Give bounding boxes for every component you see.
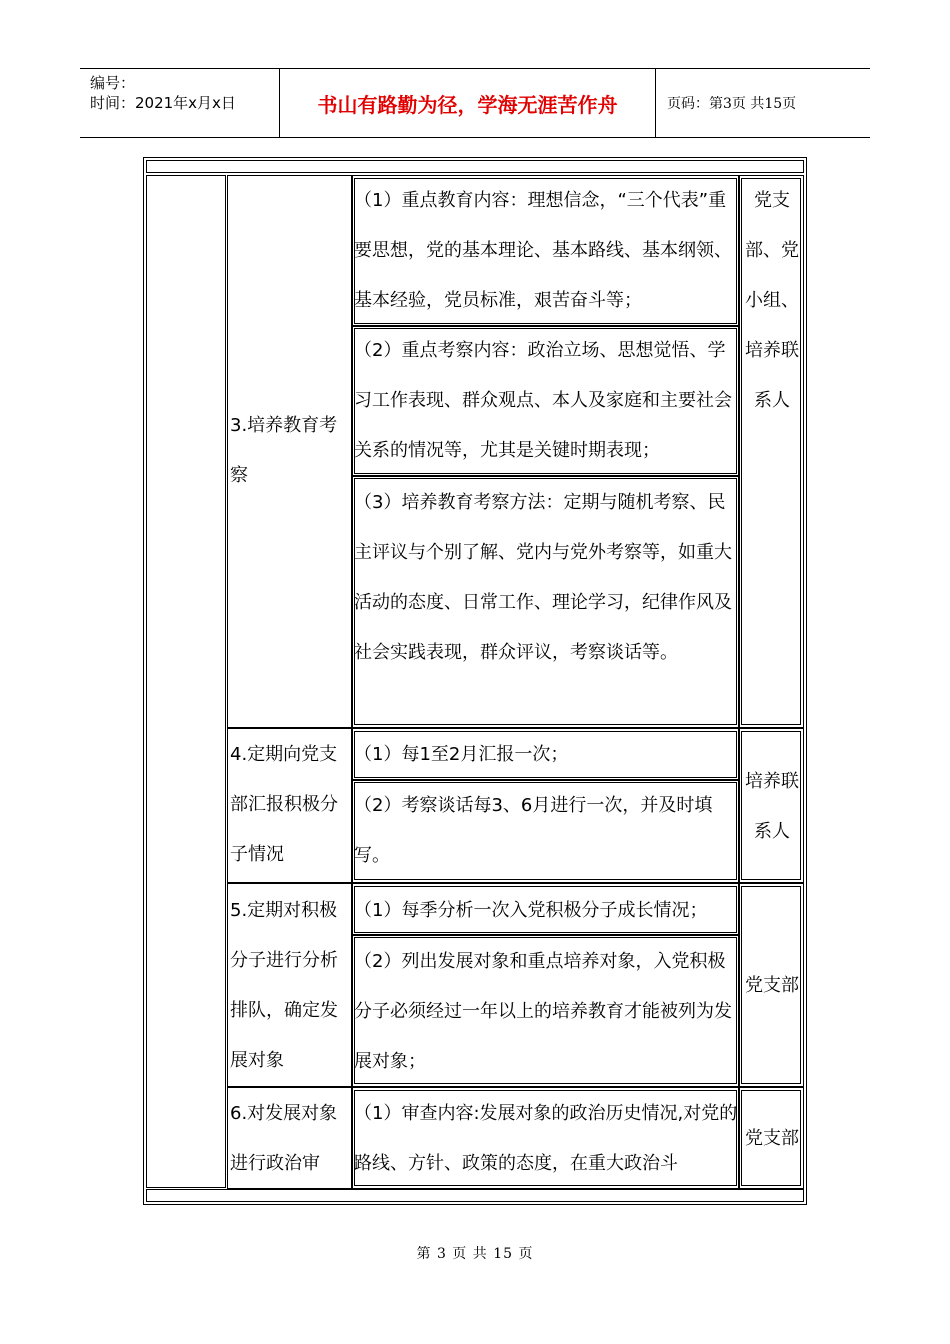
row3-item2: （2）重点考察内容：政治立场、思想觉悟、学习工作表现、群众观点、本人及家庭和主要社会关系的情况等，尤其是关键时期表现； xyxy=(354,340,732,461)
row6-responsible: 党支部 xyxy=(745,1128,799,1149)
page-header xyxy=(80,68,870,138)
document-number-label: 编号： xyxy=(90,74,136,92)
row5-responsible: 党支部 xyxy=(745,975,799,996)
row3-item1: （1）重点教育内容：理想信念，“三个代表”重要思想，党的基本理论、基本路线、基本纲领、基本经验，党员标准，艰苦奋斗等； xyxy=(354,190,732,311)
header-motto: 书山有路勤为径，学海无涯苦作舟 xyxy=(280,69,656,137)
header-page-info: 页码：第3页 共15页 xyxy=(667,96,797,112)
table-left-column xyxy=(146,175,226,1188)
row4-item2: （2）考察谈话每3、6月进行一次，并及时填写。 xyxy=(354,795,713,866)
header-meta xyxy=(80,69,280,137)
row6-stage: 6.对发展对象进行政治审 xyxy=(230,1103,338,1174)
row4-item1: （1）每1至2月汇报一次； xyxy=(354,744,569,765)
table-bottom-band xyxy=(146,1189,804,1202)
document-time: 时间：2021年x月x日 xyxy=(90,94,236,112)
row3-item3: （3）培养教育考察方法：定期与随机考察、民主评议与个别了解、党内与党外考察等，如重大活动的态度、日常工作、理论学习，纪律作风及社会实践表现，群众评议，考察谈话等。 xyxy=(354,492,732,663)
row6-item1: （1）审查内容:发展对象的政治历史情况,对党的路线、方针、政策的态度，在重大政治斗 xyxy=(354,1103,738,1174)
row5-item1: （1）每季分析一次入党积极分子成长情况； xyxy=(354,900,708,921)
row5-stage: 5.定期对积极分子进行分析排队，确定发展对象 xyxy=(230,900,338,1071)
page-footer: 第 3 页 共 15 页 xyxy=(416,1246,534,1262)
row3-stage: 3.培养教育考察 xyxy=(230,415,338,486)
row4-stage: 4.定期向党支部汇报积极分子情况 xyxy=(230,744,338,865)
row4-responsible: 培养联系人 xyxy=(745,771,799,842)
table-top-band xyxy=(146,160,804,173)
row3-responsible: 党支部、党小组、培养联系人 xyxy=(745,190,799,411)
row5-item2: （2）列出发展对象和重点培养对象，入党积极分子必须经过一年以上的培养教育才能被列为发展对象； xyxy=(354,951,732,1072)
